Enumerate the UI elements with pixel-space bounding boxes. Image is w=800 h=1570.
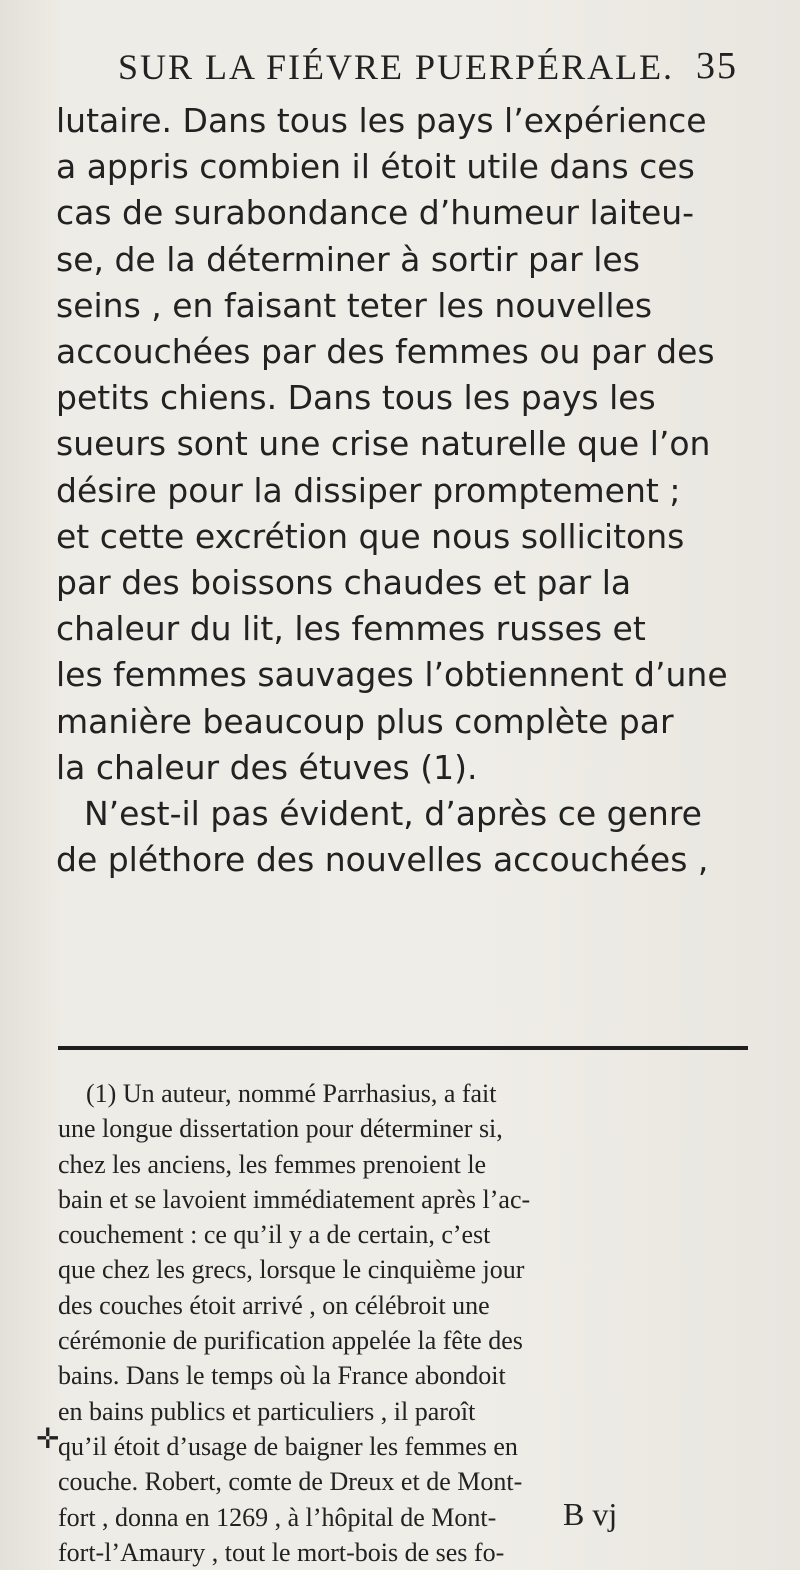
text-line: cas de surabondance d’humeur laiteu- [56,193,695,233]
text-line: de pléthore des nouvelles accouchées , [56,840,709,880]
footnote-line: (1) Un auteur, nommé Parrhasius, a fait [86,1079,497,1108]
footnote-line: en bains publics et particuliers , il paroît [58,1396,476,1426]
text-line: chaleur du lit, les femmes russes et [56,609,646,649]
text-line: sueurs sont une crise naturelle que l’on [56,424,711,464]
footnote-line: qu’il étoit d’usage de baigner les femmes en [58,1431,518,1461]
text-line: petits chiens. Dans tous les pays les [56,378,656,418]
footnote-line: couche. Robert, comte de Dreux et de Mont- [58,1467,523,1497]
main-text [56,98,746,883]
text-line: accouchées par des femmes ou par des [56,332,715,372]
text-line: par des boissons chaudes et par la [56,563,632,603]
footnote-line: couchement : ce qu’il y a de certain, c’est [58,1220,491,1250]
signature-mark: B vj [563,1496,618,1532]
footnote-line: bains. Dans le temps où la France abondoit [58,1361,506,1391]
text-line: seins , en faisant teter les nouvelles [56,285,653,325]
page-number: 35 [696,45,738,87]
running-header [118,46,738,88]
footnote-line: bain et se lavoient immédiatement après l’ac- [58,1184,531,1214]
footnote [58,1076,748,1570]
text-line: la chaleur des étuves (1). [56,747,478,787]
text-line: manière beaucoup plus complète par [56,701,674,741]
plus-mark-icon: ✛ [36,1422,60,1455]
footnote-line: cérémonie de purification appelée la fête des [58,1326,523,1356]
footnote-line: chez les anciens, les femmes prenoient le [58,1149,487,1179]
text-line: les femmes sauvages l’obtiennent d’une [56,655,728,695]
text-line: désire pour la dissiper promptement ; [56,470,681,510]
running-title: SUR LA FIÉVRE PUERPÉRALE. [118,47,675,87]
footnote-line: fort-l’Amaury , tout le mort-bois de ses fo- [58,1537,505,1567]
text-line: et cette excrétion que nous sollicitons [56,516,685,556]
text-line: a appris combien il étoit utile dans ces [56,147,695,187]
footnote-line: des couches étoit arrivé , on célébroit une [58,1290,490,1320]
text-line: N’est-il pas évident, d’après ce genre [84,794,702,834]
text-line: lutaire. Dans tous les pays l’expérience [56,101,707,140]
footnote-separator [58,1046,748,1050]
text-line: se, de la déterminer à sortir par les [56,239,640,279]
footnote-line: fort , donna en 1269 , à l’hôpital de Mont- [58,1502,497,1532]
footnote-line: que chez les grecs, lorsque le cinquième jour [58,1255,525,1285]
footnote-line: une longue dissertation pour déterminer si, [58,1114,503,1144]
